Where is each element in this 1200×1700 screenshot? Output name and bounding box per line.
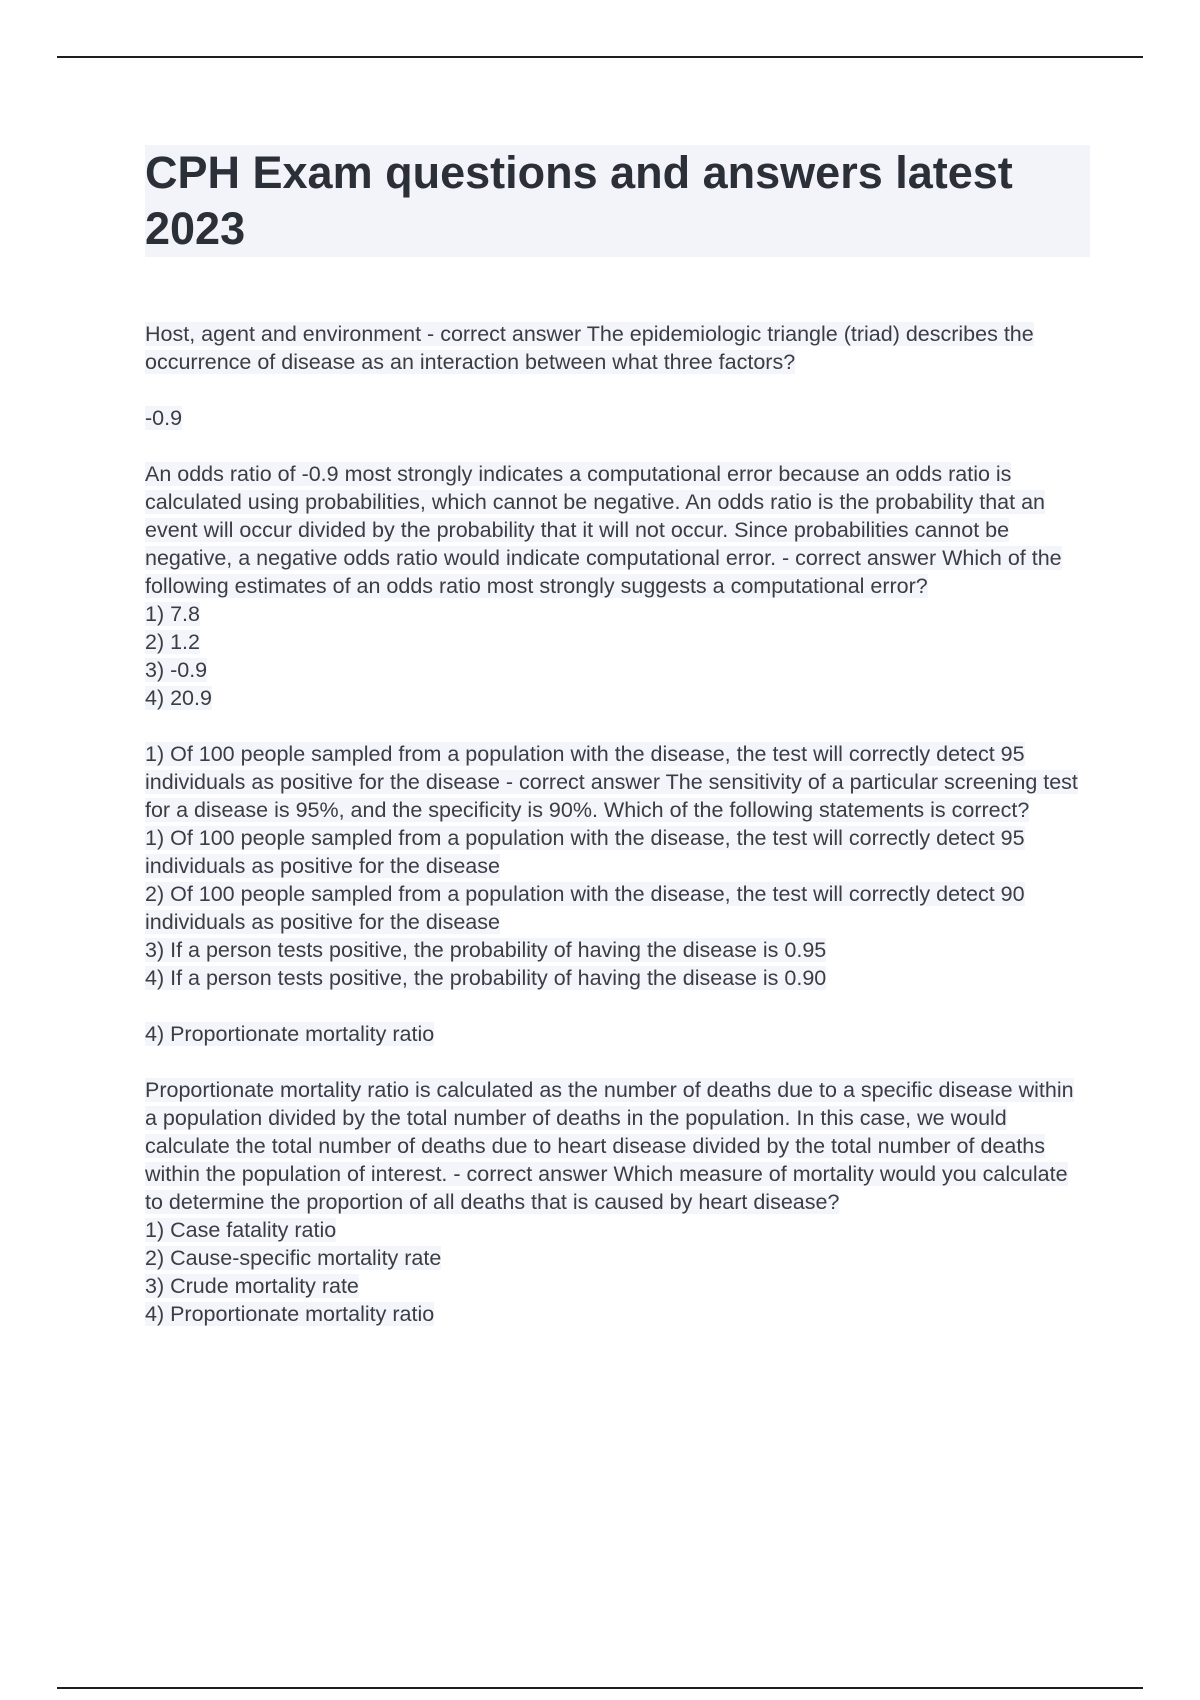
qa-block-3 [145, 460, 1090, 712]
paragraph: -0.9 [145, 406, 183, 430]
answer-option: 1) Of 100 people sampled from a population with the disease, the test will correctly detect 95 individuals as positive for the disease [145, 826, 1025, 878]
qa-block-1 [145, 320, 1090, 376]
top-rule [57, 56, 1143, 58]
qa-block-5 [145, 1020, 1090, 1048]
paragraph: Host, agent and environment - correct answer The epidemiologic triangle (triad) describes the occurrence of disease as an interaction between what three factors? [145, 322, 1034, 374]
paragraph: Proportionate mortality ratio is calculated as the number of deaths due to a specific disease within a population divided by the total number of deaths in the population. In this case, we would calculate the total number of deaths due to heart disease divided by the total number of deaths within the population of interest. - correct answer Which measure of mortality would you calculate to determine the proportion of all deaths that is caused by heart disease? [145, 1078, 1074, 1214]
answer-option: 4) If a person tests positive, the probability of having the disease is 0.90 [145, 966, 827, 990]
answer-option: 1) 7.8 [145, 602, 200, 626]
qa-block-6 [145, 1076, 1090, 1328]
answer-option: 1) Case fatality ratio [145, 1218, 337, 1242]
paragraph: An odds ratio of -0.9 most strongly indicates a computational error because an odds ratio is calculated using probabilities, which cannot be negative. An odds ratio is the probability that an event will occur divided by the probability that it will not occur. Since probabilities cannot be negative, a negative odds ratio would indicate computational error. - correct answer Which of the following estimates of an odds ratio most strongly suggests a computational error? [145, 462, 1062, 598]
answer-option: 3) If a person tests positive, the probability of having the disease is 0.95 [145, 938, 827, 962]
answer-option: 2) Of 100 people sampled from a population with the disease, the test will correctly detect 90 individuals as positive for the disease [145, 882, 1025, 934]
answer-option: 4) Proportionate mortality ratio [145, 1302, 435, 1326]
answer-option: 2) 1.2 [145, 630, 200, 654]
bottom-rule [57, 1687, 1143, 1689]
answer-option: 3) -0.9 [145, 658, 208, 682]
paragraph: 4) Proportionate mortality ratio [145, 1022, 435, 1046]
answer-option: 3) Crude mortality rate [145, 1274, 359, 1298]
qa-block-2 [145, 404, 1090, 432]
answer-option: 4) 20.9 [145, 686, 212, 710]
paragraph: 1) Of 100 people sampled from a population with the disease, the test will correctly detect 95 individuals as positive for the disease - correct answer The sensitivity of a particular screening test for a disease is 95%, and the specificity is 90%. Which of the following statements is correct? [145, 742, 1078, 822]
answer-option: 2) Cause-specific mortality rate [145, 1246, 442, 1270]
document-body [145, 145, 1090, 1356]
document-title: CPH Exam questions and answers latest 2023 [145, 145, 1090, 257]
qa-block-4 [145, 740, 1090, 992]
